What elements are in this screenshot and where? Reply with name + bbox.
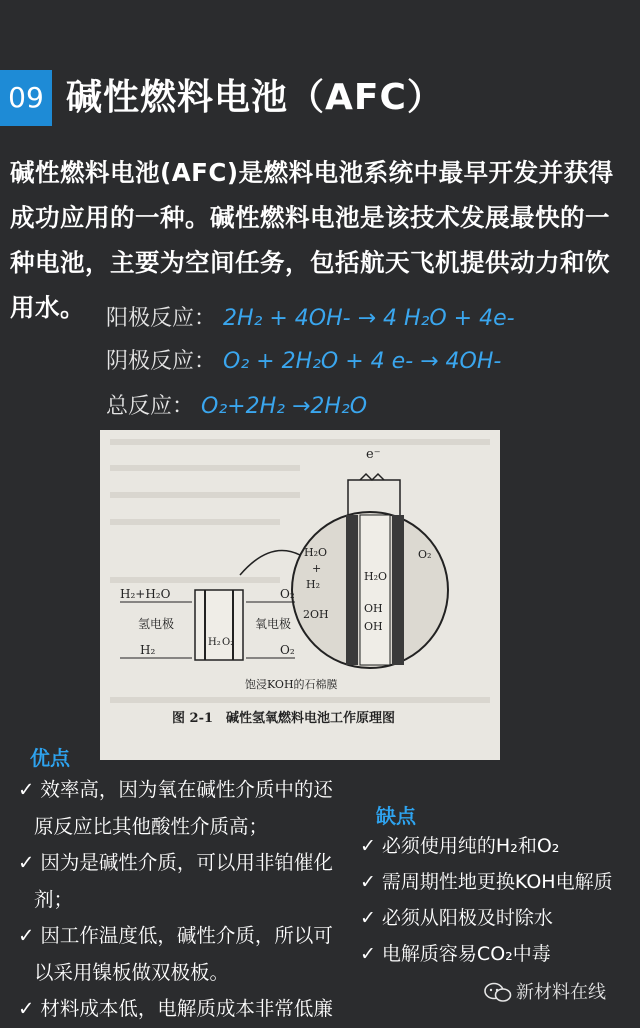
zoom-oh-2: OH — [364, 620, 383, 633]
pros-item: ✓ 效率高，因为氧在碱性介质中的还原反应比其他酸性介质高； — [18, 778, 333, 838]
intro-paragraph: 碱性燃料电池(AFC)是燃料电池系统中最早开发并获得成功应用的一种。碱性燃料电池是该技术发展最快的一种电池，主要为空间任务，包括航天飞机提供动力和饮用水。 — [10, 158, 614, 322]
pros-item: ✓ 材料成本低，电解质成本非常低廉 — [18, 997, 333, 1020]
pros-list — [18, 772, 348, 1028]
pros-item: ✓ 因为是碱性介质，可以用非铂催化剂； — [18, 851, 333, 911]
cons-title: 缺点 — [376, 804, 416, 828]
cons-item: ✓ 必须从阳极及时除水 — [360, 907, 553, 929]
reaction-equation: O₂+2H₂ →2H₂O — [201, 394, 368, 419]
fuel-cell-diagram — [100, 430, 500, 760]
cons-list — [360, 828, 640, 972]
page-title: 碱性燃料电池（AFC） — [66, 77, 444, 118]
cons-item: ✓ 必须使用纯的H₂和O₂ — [360, 835, 560, 857]
check-icon: ✓ — [18, 851, 35, 874]
check-icon: ✓ — [18, 778, 35, 801]
section-number-badge: 09 — [0, 70, 52, 126]
reaction-label: 阴极反应： — [106, 349, 217, 374]
zoom-oh-1: OH — [364, 602, 383, 615]
zoom-2oh: 2OH — [303, 608, 329, 621]
electron-label: e⁻ — [366, 447, 381, 462]
check-icon: ✓ — [360, 943, 376, 965]
wechat-icon — [484, 982, 512, 1004]
zoom-o2: O₂ — [418, 548, 432, 561]
label-hydrogen-electrode: 氢电极 — [138, 617, 175, 631]
zoom-plus: + — [312, 562, 322, 575]
check-icon: ✓ — [18, 997, 35, 1020]
check-icon: ✓ — [360, 871, 376, 893]
cathode-reaction — [106, 345, 501, 379]
pros-title: 优点 — [30, 746, 70, 770]
title-bar — [0, 70, 640, 128]
cons-item: ✓ 电解质容易CO₂中毒 — [360, 943, 551, 965]
label-o2-out: O₂ — [280, 643, 295, 657]
footer-watermark — [484, 978, 634, 1008]
brand-name: 新材料在线 — [516, 982, 606, 1003]
check-icon: ✓ — [18, 924, 35, 947]
label-oxygen-electrode: 氧电极 — [255, 617, 292, 631]
pros-item: ✓ 因工作温度低，碱性介质，所以可以采用镍板做双极板。 — [18, 924, 333, 984]
reaction-label: 总反应： — [106, 394, 195, 419]
zoom-h2o: H₂O — [304, 546, 328, 559]
overall-reaction — [106, 390, 367, 424]
cell-o2: O₂ — [222, 637, 235, 648]
reaction-equation: 2H₂ + 4OH- → 4 H₂O + 4e- — [223, 306, 515, 331]
check-icon: ✓ — [360, 907, 376, 929]
cons-item: ✓ 需周期性地更换KOH电解质 — [360, 871, 613, 893]
reaction-equation: O₂ + 2H₂O + 4 e- → 4OH- — [223, 349, 502, 374]
cell-h2: H₂ — [208, 637, 221, 648]
label-h2-in: H₂ — [140, 643, 156, 657]
zoom-h2o-right: H₂O — [364, 570, 388, 583]
zoom-h2: H₂ — [306, 578, 321, 591]
label-o2-in: O₂ — [280, 587, 295, 601]
label-h2-h2o: H₂+H₂O — [120, 587, 171, 601]
figure-caption: 图 2-1 碱性氢氧燃料电池工作原理图 — [172, 711, 396, 726]
label-membrane: 饱浸KOH的石棉膜 — [245, 678, 338, 691]
reaction-label: 阳极反应： — [106, 306, 217, 331]
anode-reaction — [106, 302, 515, 336]
check-icon: ✓ — [360, 835, 376, 857]
